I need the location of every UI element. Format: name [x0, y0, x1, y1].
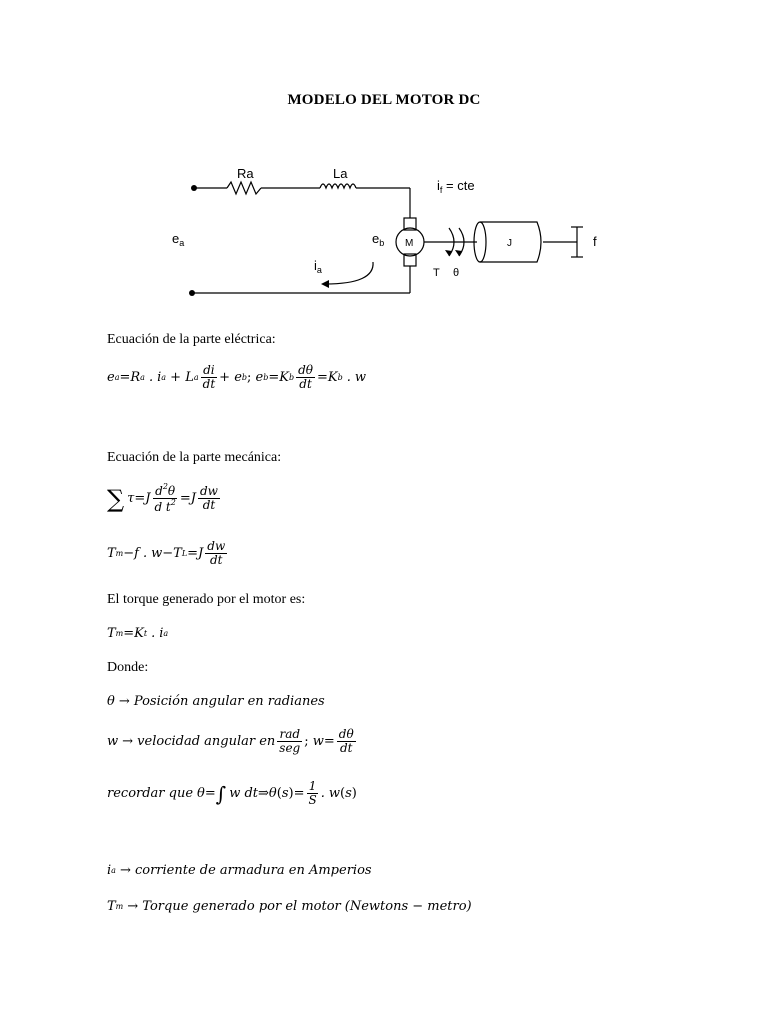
- ia-label: $i_a$: [314, 258, 322, 275]
- terminal-bottom: [189, 290, 195, 296]
- ia-arrow: [325, 262, 373, 284]
- torque-equation: T m =K t . i a: [107, 626, 169, 641]
- ia-arrow-head: [321, 280, 329, 288]
- inductor-la: [320, 184, 356, 188]
- motor-label: M: [405, 238, 414, 249]
- electrical-equation: e a =R a . i a + L a $\frac{di}{dt}$ + e b ; e b =K b $\frac{d\theta}{dt}$ =K b . w: [107, 363, 367, 392]
- ia-definition: i a → corriente de armadura en Amperios: [107, 863, 372, 878]
- recordar-equation: recordar que θ= ∫ w dt⇒θ ( s ) = $\frac{1}{S}$ . w ( s ): [107, 779, 357, 808]
- theta-definition: θ → Posición angular en radianes: [107, 694, 325, 709]
- electrical-heading: Ecuación de la parte eléctrica:: [107, 332, 276, 347]
- tm-definition: T m → Torque generado por el motor (Newtons − metro): [107, 899, 472, 914]
- terminal-top: [191, 185, 197, 191]
- la-label: La: [333, 166, 348, 181]
- friction-label: f: [593, 234, 597, 249]
- torque-sum-equation: ∑ τ=J $\frac{d^2\theta}{d t^2}$ =J $\frac{dw}{dt}$: [107, 482, 218, 515]
- theta-label: θ: [453, 267, 460, 279]
- donde-label: Donde:: [107, 660, 149, 675]
- mechanical-heading: Ecuación de la parte mecánica:: [107, 450, 282, 465]
- mechanical-equation: T m − f . w − T L =J $\frac{dw}{dt}$: [107, 539, 226, 568]
- motor-circuit-diagram: [165, 160, 625, 310]
- page-title: MODELO DEL MOTOR DC: [287, 92, 481, 108]
- eb-label: $e_b$: [372, 231, 385, 248]
- ra-label: Ra: [237, 166, 254, 181]
- ea-label: $e_a$: [172, 231, 185, 248]
- w-definition: w → velocidad angular en $\frac{\text{rad}}{\text{seg}}$ ; w= $\frac{d\theta}{dt}$: [107, 727, 354, 756]
- inertia-label: J: [507, 238, 512, 249]
- torque-heading: El torque generado por el motor es:: [107, 592, 306, 607]
- if-label: $i_f$ = cte: [437, 178, 475, 195]
- torque-label: T: [433, 267, 440, 279]
- resistor-ra: [227, 182, 261, 194]
